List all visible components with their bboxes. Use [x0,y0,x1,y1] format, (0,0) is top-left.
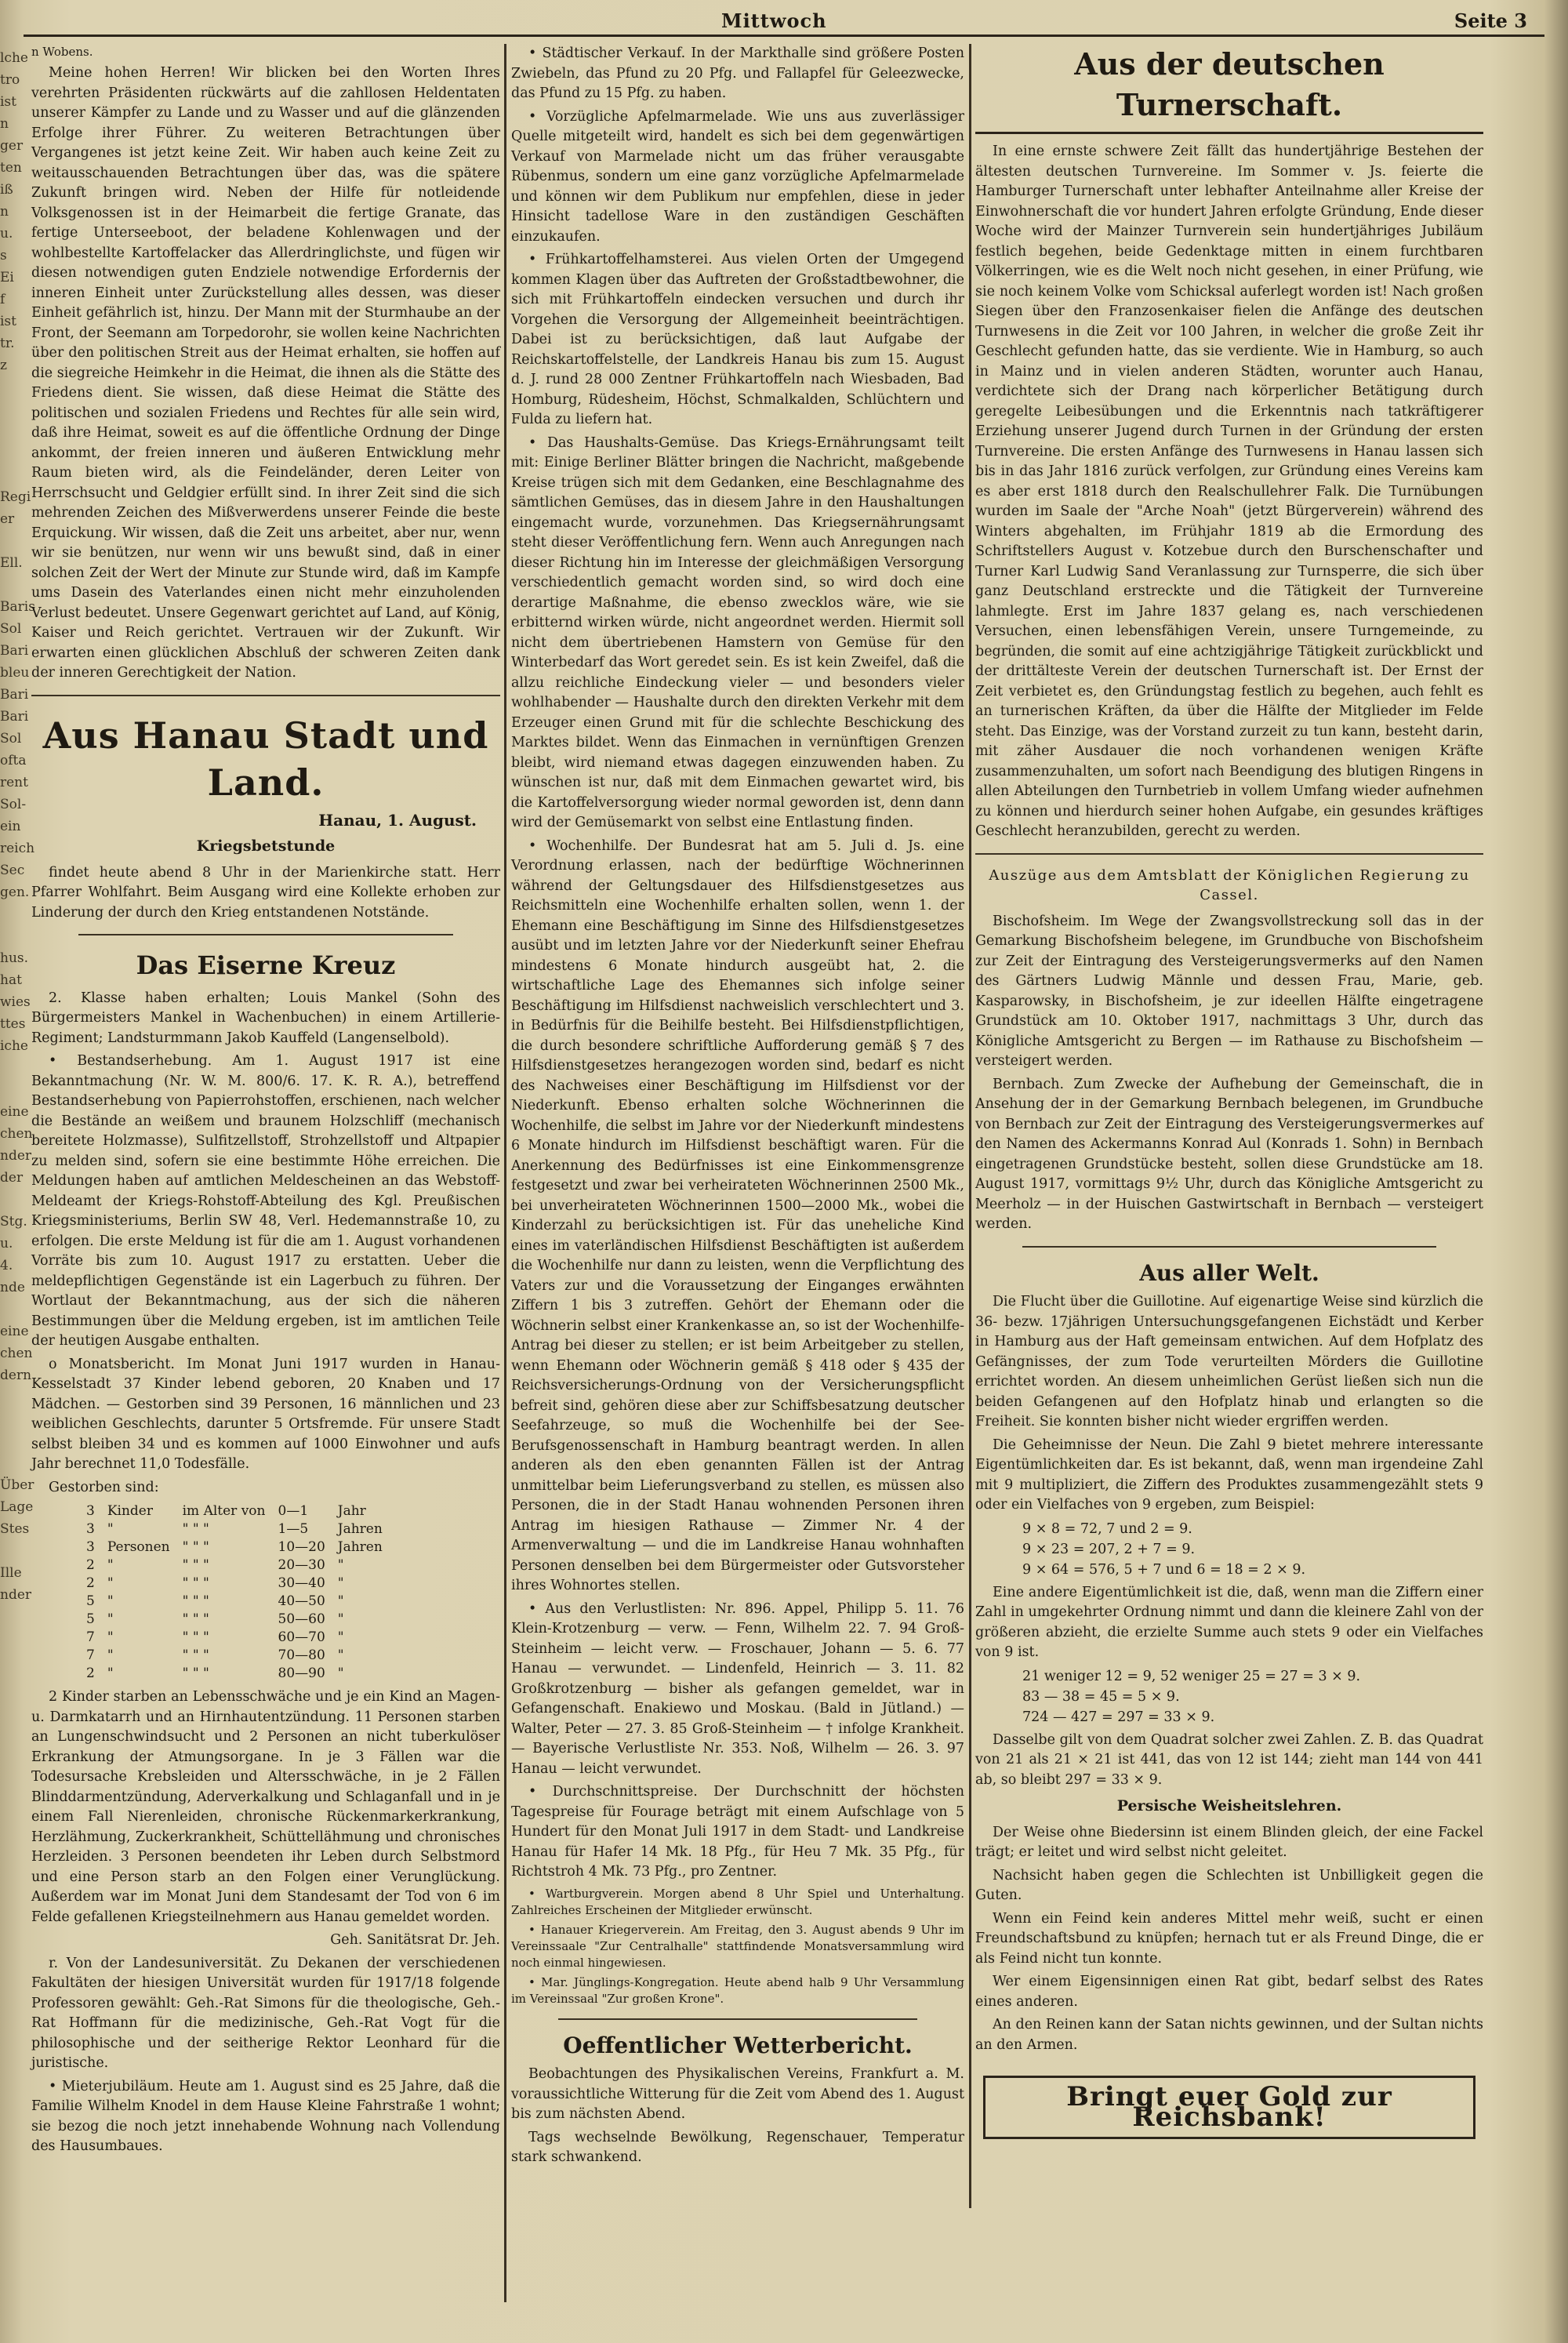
verlustlisten-text: • Aus den Verlustlisten: Nr. 896. Appel, Philipp 5. 11. 76 Klein-Krotzenburg — verw. — Fenn, Wilhelm 22. 7. 94 Groß-Steinheim — leicht verw. — Froschauer, Johann — 5. 6. 77 Hanau — verwundet. — Lindenfeld, Heinrich — 3. 11. 82 Großkrotzenburg — bisher als gefangen gemeldet, war in Gefangenschaft. Enakiewo und Moskau. (Bald in Jütland.) — Walter, Peter — 27. 3. 85 Groß-Steinheim — † infolge Krankheit. — Bayerische Verlustliste Nr. 353. Noß, Wilhelm — 26. 3. 97 Hanau — leicht verwundet. [511,1600,964,1777]
math-example-2 [975,1666,1483,1727]
guillotine-text: Die Flucht über die Guillotine. Auf eigenartige Weise sind kürzlich die 36- bezw. 17jährigen Untersuchungsgefangenen Eichstädt und Kerber in Hamburg aus der Haft gemeinsam entwichen. Auf dem Hofplatz des Gefängnisses, der zum Tode verurteilten Mörders die Guillotine errichtet worden. An diesem unheimlichen Gerüst ließen sich nun die beiden Gefangenen auf den Hofplatz hinab und erlangten so die Freiheit. Sie konnten bisher nicht wieder ergriffen werden. [975,1294,1483,1429]
weisheit-5: An den Reinen kann der Satan nichts gewinnen, und der Sultan nichts an den Armen. [975,2017,1483,2053]
weisheit-1: Der Weise ohne Biedersinn ist einem Blinden gleich, der eine Fackel trägt; er leitet und wird selbst nicht geleitet. [975,1824,1483,1860]
age-cell: Jahr [337,1503,366,1519]
age-cell: 5 [86,1611,95,1627]
edge-fragment: tr. [0,336,15,351]
edge-fragment: Stes [0,1521,30,1537]
edge-fragment: u. [0,226,13,242]
column-1 [31,44,500,2318]
age-cell: " " " [182,1539,209,1555]
age-cell: 10—20 [278,1539,325,1555]
header-page-number: Seite 3 [1454,9,1527,32]
reichsbank-appeal-box: Bringt euer Gold zur Reichsbank! [983,2076,1475,2139]
edge-fragment: Bari [0,643,29,659]
neun-text-2: Eine andere Eigentümlichkeit ist die, daß, wenn man die Ziffern einer Zahl in umgekehrter Ordnung nimmt und dann die kleinere Zahl von der größeren abzieht, die erzielte Summe auch stets 9 oder ein Vielfaches von 9 ist. [975,1584,1483,1660]
age-cell: 30—40 [278,1575,325,1591]
edge-fragment: Stg. [0,1214,27,1230]
age-cell: " [337,1593,344,1609]
age-cell: 1—5 [278,1521,309,1537]
column-3 [975,44,1483,2318]
age-cell: " [337,1575,344,1591]
edge-fragment: reich [0,841,35,856]
wetterbericht-intro: Beobachtungen des Physikalischen Vereins, Frankfurt a. M. voraussichtliche Witterung für die Zeit vom Abend des 1. August bis zum nächsten Abend. [511,2066,964,2122]
edge-fragment [0,1057,24,1079]
age-cell: " [337,1666,344,1681]
edge-fragment [0,1408,24,1430]
edge-fragment: der [0,1170,24,1186]
eiserne-kreuz-text: 2. Klasse haben erhalten; Louis Mankel (Sohn des Bürgermeisters Mankel in Wachenbuchen) in einem Artillerie-Regiment; Landsturmmann Jakob Kauffeld (Langenselbold). [31,990,500,1046]
age-cell: 60—70 [278,1629,325,1645]
edge-fragment: nder [0,1148,32,1164]
age-table [86,1502,395,1683]
age-cell: 3 [86,1539,95,1555]
edge-fragment: iche [0,1038,28,1054]
age-cell: " " " [182,1629,209,1645]
wochenhilfe-text: • Wochenhilfe. Der Bundesrat hat am 5. Juli d. Js. eine Verordnung erlassen, nach der bedürftige Wöchnerinnen während der Geltungsdauer des Hilfsdienstgesetzes aus Reichsmitteln eine Wochenhilfe erhalten sollen, wenn 1. der Ehemann eine Beschäftigung im Sinne des Hilfsdienstgesetzes ausübt und im letzten Jahre vor der Niederkunft seiner Ehefrau mindestens 6 Monate hindurch ausgeübt hat, 2. die wirtschaftliche Lage des Ehemannes sich infolge seiner Beschäftigung im Hilfsdienst nachweislich verschlechtert und 3. in Bedürfnis für die Beihilfe besteht. Bei Hilfsdienstpflichtigen, die durch besondere schriftliche Aufforderung gemäß § 7 des Hilfsdienstgesetzes herangezogen worden sind, bedarf es nicht des Nachweises einer Beschäftigung im Hilfsdienst vor der Niederkunft. Ebenso erhalten solche Wöchnerinnen die Wochenhilfe, die selbst im Jahre vor der Niederkunft mindestens 6 Monate hindurch im Hilfsdienst beschäftigt waren. Für die Anerkennung des Bedürfnisses ist eine Einkommensgrenze festgesetzt und zwar bei verheirateten Wöchnerinnen 2500 Mk., bei unverheirateten Wöchnerinnen 1500—2000 Mk., wobei die Kinderzahl zu berücksichtigen ist. Für das uneheliche Kind eines im vaterländischen Hilfsdienst Beschäftigten ist außerdem die Wochenhilfe nur dann zu leisten, wenn die Verpflichtung des Vaters zur und die Voraussetzung der Einganges erwähnten Ziffern 1 bis 3 zutreffen. Gehört der Ehemann oder die Wöchnerin selbst einer Krankenkasse an, so ist der Wochenhilfe-Antrag bei dieser zu stellen; er ist beim Arbeitgeber zu stellen, wenn Ehemann oder Wöchnerin gemäß § 418 oder § 435 der Reichsversicherungs-Ordnung von der Versicherungspflicht befreit sind, gehören diese aber zur Schiffsbesatzung deutscher Seefahrzeuge, so muß die Wochenhilfe bei der See-Berufsgenossenschaft in Hamburg beantragt werden. In allen anderen als den eben genannten Fällen ist der Antrag unmittelbar beim Lieferungsverband zu stellen, es müssen also Personen, die in der Stadt Hanau wohnenden Personen ihren Antrag im hiesigen Rathause — Zimmer Nr. 4 der Armenverwaltung — und die im Landkreise Hanau wohnhaften Personen denselben bei dem Bürgermeister oder Gutsvorsteher ihres Wohnortes stellen. [511,837,964,1593]
edge-fragment: nde [0,1280,25,1295]
edge-fragment [0,464,24,486]
edge-fragment: hus. [0,950,29,966]
wetterbericht-title: Oeffentlicher Wetterbericht. [563,2032,913,2058]
edge-fragment: s [0,248,7,263]
mieterjubilaeum-text: • Mieterjubiläum. Heute am 1. August sind es 25 Jahre, daß die Familie Wilhelm Knodel in dem Hause Kleine Fahrstraße 1 wohnt; sie bezog die noch jetzt innehabende Wohnung nach Vollendung des Hausumbaues. [31,2078,500,2154]
edge-fragment: f [0,292,5,307]
edge-fragment: wies [0,994,31,1010]
eiserne-kreuz-title: Das Eiserne Kreuz [136,950,396,980]
edge-fragment: nder [0,1587,32,1603]
edge-fragment [0,1189,24,1211]
age-cell: " " " [182,1647,209,1663]
edge-fragment: Sol [0,731,22,746]
landesuniversitaet-text: r. Von der Landesuniversität. Zu Dekanen der verschiedenen Fakultäten der hiesigen Universität wurden für 1917/18 folgende Professoren gewählt: Geh.-Rat Simons für die theologische, Geh.-Rat Hoffmann für die medizinische, Geh.-Rat Vogt für die philosophische und der seitherige Rektor Leonhard für die juristische. [31,1955,500,2071]
neun-text: Die Geheimnisse der Neun. Die Zahl 9 bietet mehrere interessante Eigentümlichkeiten dar. Es ist bekannt, daß, wenn man irgendeine Zahl mit 9 multipliziert, die Ziffern des Produktes zusammengezählt stets 9 oder ein Vielfaches von 9 ergeben, zum Beispiel: [975,1437,1483,1513]
edge-fragment: Baris [0,599,35,615]
edge-fragment [0,398,24,420]
persische-weisheit-title: Persische Weisheitslehren. [1116,1797,1342,1814]
age-row [86,1575,395,1593]
edge-fragment: Ille [0,1565,22,1581]
kriegsbetstunde-text: findet heute abend 8 Uhr in der Marienkirche statt. Herr Pfarrer Wohlfahrt. Beim Ausgang wird eine Kollekte erhoben zur Linderung der durch den Krieg entstandenen Notstände. [31,864,500,921]
age-cell: 40—50 [278,1593,325,1609]
column-rule-1 [504,44,506,2302]
edge-fragment: eine [0,1324,29,1339]
edge-fragment: z [0,358,7,373]
edge-fragment: Sol- [0,797,27,812]
signature: Geh. Sanitätsrat Dr. Jeh. [330,1932,500,1948]
edge-fragment [0,420,24,442]
age-cell: 2 [86,1575,95,1591]
math-line: 21 weniger 12 = 9, 52 weniger 25 = 27 = 3 × 9. [1022,1668,1361,1684]
durchschnittspreise-text: • Durchschnittspreise. Der Durchschnitt der höchsten Tagespreise für Fourage beträgt mit einem Aufschlage von 5 Hundert für den Monat Juli 1917 in dem Stadt- und Landkreise Hanau für Hafer 14 Mk. 18 Pfg., für Heu 7 Mk. 35 Pfg., für Richtstroh 4 Mk. 73 Pfg., pro Zentner. [511,1784,964,1880]
header-rule [24,35,1544,37]
edge-fragment: ger [0,138,24,154]
age-cell: " [337,1611,344,1627]
edge-fragment: lche [0,50,28,66]
edge-fragment: ofta [0,753,27,768]
edge-fragment [0,574,24,596]
age-cell: 80—90 [278,1666,325,1681]
divider [78,934,453,935]
age-cell: 0—1 [278,1503,309,1519]
math-line: 9 × 8 = 72, 7 und 2 = 9. [1022,1520,1192,1537]
edge-fragment: ein [0,819,21,834]
age-cell: " " " [182,1666,209,1681]
edge-fragment [0,376,24,398]
kongregation-text: • Mar. Jünglings-Kongregation. Heute abend halb 9 Uhr Versammlung im Vereinssaal "Zur großen Krone". [511,1974,964,2006]
section-divider [31,695,500,696]
age-cell: 7 [86,1647,95,1663]
edge-fragment [0,530,24,552]
edge-fragment: eine [0,1104,29,1120]
page-header [31,6,1537,33]
age-cell: 3 [86,1521,95,1537]
apfelmarmelade-text: • Vorzügliche Apfelmarmelade. Wie uns aus zuverlässiger Quelle mitgeteilt wird, handelt es sich bei dem gegenwärtigen Verkauf von Marmelade nicht um das früher verausgabte Rübenmus, sondern um eine ganz vorzügliche Apfelmarmelade und können wir dem Publikum nur empfehlen, diese in jeder Hinsicht tadellose Ware in den zuständigen Geschäften einzukaufen. [511,108,964,245]
edge-fragment: ttes [0,1016,26,1032]
fruehkartoffel-text: • Frühkartoffelhamsterei. Aus vielen Orten der Umgegend kommen Klagen über das Auftreten der Großstadtbewohner, die sich mit Frühkartoffeln eindecken versuchen und durch ihr Vorgehen die Versorgung der Allgemeinheit beeinträchtigen. Dabei ist zu berücksichtigen, daß laut Aufgabe der Reichskartoffelstelle, der Landkreis Hanau bis zum 15. August d. J. rund 28 000 Zentner Frühkartoffeln nach Wiesbaden, Bad Homburg, Rüdesheim, Höchst, Schmalkalden, Schlüchtern und Fulda zu liefern hat. [511,252,964,427]
edge-fragment [0,1452,24,1474]
edge-fragment: Über [0,1477,34,1493]
gestorben-label: Gestorben sind: [49,1479,159,1495]
age-cell: " [337,1629,344,1645]
age-row [86,1665,395,1683]
monatsbericht-text: o Monatsbericht. Im Monat Juni 1917 wurden in Hanau-Kesselstadt 37 Kinder lebend geboren, 20 Knaben und 17 Mädchen. — Gestorben sind 39 Personen, 16 männlichen und 23 weiblichen Geschlechts, darunter 5 Ortsfremde. Für unsere Stadt selbst bleiben 34 und es kommen auf 1000 Einwohner und aufs Jahr berechnet 11,0 Todesfälle. [31,1356,500,1472]
age-cell: Jahren [337,1521,383,1537]
age-row [86,1647,395,1665]
age-cell: 5 [86,1593,95,1609]
edge-fragment [0,1079,24,1101]
weisheit-4: Wer einem Eigensinnigen einen Rat gibt, bedarf selbst des Rates eines anderen. [975,1974,1483,2010]
age-row [86,1557,395,1575]
age-cell: " " " [182,1557,209,1573]
column-rule-2 [969,44,971,2208]
column-2 [511,44,964,2279]
age-cell: " " " [182,1593,209,1609]
edge-fragment [0,1386,24,1408]
edge-fragment: ist [0,94,16,110]
kriegsbetstunde-title: Kriegsbetstunde [196,837,336,855]
edge-fragment: u. [0,1236,13,1251]
age-cell: " " " [182,1575,209,1591]
edge-fragment: Bari [0,687,29,703]
wartburgverein-text: • Wartburgverein. Morgen abend 8 Uhr Spiel und Unterhaltung. Zahlreiches Erscheinen der Mitglieder erwünscht. [511,1886,964,1917]
weisheit-2: Nachsicht haben gegen die Schlechten ist Unbilligkeit gegen die Guten. [975,1867,1483,1903]
age-cell: im Alter von [182,1503,266,1519]
turnerschaft-title: Aus der deutschen Turnerschaft. [975,44,1483,134]
age-cell: " " " [182,1611,209,1627]
divider [558,2018,917,2020]
speech-paragraph: Meine hohen Herren! Wir blicken bei den Worten Ihres verehrten Präsidenten rückwärts auf die zahllosen Heldentaten unserer Kämpfer zu Lande und zu Wasser und auf die glänzenden Erfolge ihrer Führer. Zu weiteren Betrachtungen über Vergangenes ist jetzt keine Zeit. Wir haben auch keine Zeit zu weitausschauenden Betrachtungen über das, was die spätere Zukunft bringen wird. Neben der Hilfe für notleidende Volksgenossen ist in der Heimarbeit die fertige Granate, das fertige Unterseeboot, der beladene Kohlenwagen und der wohlbestellte Kartoffelacker das Allerdringlichste, und fügen wir diesen notwendigen guten Endziele notwendige Erfordernis der inneren Einheit unter Zurückstellung alles dessen, was dieser Einheit gefährlich ist, hinzu. Der Mann mit der Sturmhaube an der Front, der Seemann am Torpedorohr, sie wollen keine Nachrichten über den politischen Streit aus der Heimat erhalten, sie hoffen auf die siegreiche Heimkehr in die Heimat, die ihnen als die Stätte des Friedens dient. Sie wissen, daß diese Heimat die Stätte des politischen und sozialen Friedens und Rechtes für alle sein wird, daß ihre Heimat, soweit es auf die öffentliche Ordnung der Dinge ankommt, der freien inneren und äußeren Entwicklung mehr Raum bieten wird, als die Feindeländer, deren Leiter von Herrschsucht und Geldgier erfüllt sind. In ihrer Zeit sind die sich mehrenden Zeichen des Mißverwerdens unserer Feinde die beste Erquickung. Wir wissen, daß die Zeit uns arbeitet, aber nur, wenn wir sie benützen, nur wenn wir uns bewußt sind, daß in einer solchen Zeit der Wert der Minute zur Stunde wird, daß im Kampfe ums Dasein des Vaterlandes einen nicht mehr einzuholenden Verlust bedeutet. Unsere Gegenwart gerichtet auf Land, auf König, Kaiser und Reich gerichtet. Vertrauen wir der Zukunft. Wir erwarten einen glücklichen Abschluß der schweren Zeiten dank der inneren Gerechtigkeit der Nation. [31,65,500,681]
bischofsheim-text: Bischofsheim. Im Wege der Zwangsvollstreckung soll das in der Gemarkung Bischofsheim belegene, im Grundbuche von Bischofsheim zur Zeit der Eintragung des Versteigerungsvermerks auf den Namen des Gärtners Ludwig Männle und dessen Frau, Marie, geb. Kasparowsky, in Bischofsheim, je zur ideellen Hälfte eingetragene Grundstück am 10. Oktober 1917, nachmittags 3 Uhr, durch das Königliche Amtsgericht zu Bergen — im Rathause zu Bischofsheim — versteigert werden. [975,913,1483,1069]
math-line: 9 × 64 = 576, 5 + 7 und 6 = 18 = 2 × 9. [1022,1561,1306,1578]
edge-fragment [0,1299,24,1320]
dateline: Hanau, 1. August. [318,810,477,830]
edge-fragment: dern [0,1368,32,1383]
edge-fragment [0,1430,24,1452]
bernbach-text: Bernbach. Zum Zwecke der Aufhebung der Gemeinschaft, die in Ansehung der in der Gemarkung Bernbach belegenen, im Grundbuche von Bernbach zur Zeit der Eintragung des Versteigerungsvermerkes auf den Namen des Ackermanns Konrad Aul (Konrads 1. Sohn) in Bernbach eingetragenen Grundstücke besteht, sollen diese Grundstücke am 18. August 1917, vormittags 9½ Uhr, durch das Königliche Amtsgericht zu Meerholz — in der Huischen Gastwirtschaft in Bernbach — versteigert werden. [975,1076,1483,1232]
edge-fragment: rent [0,775,28,790]
math-line: 724 — 427 = 297 = 33 × 9. [1022,1709,1215,1725]
age-cell: 2 [86,1557,95,1573]
math-example-1 [975,1519,1483,1580]
continued-label: n Wobens. [31,45,93,59]
kriegerverein-text: • Hanauer Kriegerverein. Am Freitag, den 3. August abends 9 Uhr im Vereinssaale "Zur Centralhalle" stattfindende Monatsversammlung wird noch einmal hingewiesen. [511,1922,964,1970]
age-cell: 70—80 [278,1647,325,1663]
edge-fragment [0,442,24,464]
edge-fragment: n [0,204,9,220]
neun-text-3: Dasselbe gilt von dem Quadrat solcher zwei Zahlen. Z. B. das Quadrat von 21 als 21 × 21 ist 441, das von 12 ist 144; zieht man 144 von 441 ab, so bleibt 297 = 33 × 9. [975,1731,1483,1788]
edge-fragment: Ell. [0,555,23,571]
age-cell: " [107,1521,114,1537]
edge-fragment: Bari [0,709,29,725]
edge-fragment: er [0,511,15,527]
age-cell: " [107,1611,114,1627]
age-cell: " [107,1647,114,1663]
edge-fragment: Sol [0,621,22,637]
haushaltsgemuese-text: • Das Haushalts-Gemüse. Das Kriegs-Ernährungsamt teilt mit: Einige Berliner Blätter bringen die Nachricht, maßgebende Kreise trügen sich mit dem Gedanken, eine Beschlagnahme des sämtlichen Gemüses, das in diesem Jahre in den Haushaltungen eingemacht wurde, vorzunehmen. Das Kriegsernährungsamt steht dieser Veröffentlichung fern. Wenn auch Anregungen nach dieser Richtung hin im Interesse der gleichmäßigen Versorgung verschiedentlich gemacht worden sind, so wird doch eine derartige Maßnahme, die ebenso zwecklos wäre, wie sie erbitternd wirken würde, nicht angeordnet werden. Hiermit soll nicht dem übertriebenen Hamstern von Gemüse für den Winterbedarf das Wort geredet sein. Es ist kein Zweifel, daß die allzu reichliche Eindeckung vieler — und besonders vieler wohlhabender — Haushalte durch den direkten Verkehr mit dem Erzeuger einen Grund mit für die schlechte Beschickung des Marktes bildet. Wenn das Einmachen in vernünftigen Grenzen bleibt, wird niemand etwas dagegen einzuwenden haben. Zu wünschen ist nur, daß mit dem Einmachen gewartet wird, bis die Kartoffelversorgung wieder normal geworden ist, denn dann wird der Gemüsemarkt von selbst eine Entlastung finden. [511,434,964,830]
math-line: 9 × 23 = 207, 2 + 7 = 9. [1022,1541,1196,1557]
header-day: Mittwoch [721,9,827,32]
aus-aller-welt-title: Aus aller Welt. [1139,1259,1319,1286]
edge-fragment: n [0,116,9,132]
age-cell: Personen [107,1539,170,1555]
divider [975,853,1483,855]
edge-fragment: hat [0,972,22,988]
age-cell: 2 [86,1666,95,1681]
wetterbericht-text: Tags wechselnde Bewölkung, Regenschauer, Temperatur stark schwankend. [511,2129,964,2165]
age-cell: " [107,1575,114,1591]
age-row [86,1593,395,1611]
age-cell: " [337,1647,344,1663]
edge-fragment [0,1540,24,1562]
divider [1022,1246,1436,1248]
monatsbericht-continued: 2 Kinder starben an Lebensschwäche und je ein Kind an Magen- u. Darmkatarrh und an Hirnhautentzündung. 11 Personen starben an Lungenschwindsucht und 2 Personen an nicht tuberkulöser Erkrankung der Atmungsorgane. In je 3 Fällen war die Todesursache Krebsleiden und Altersschwäche, in je 2 Fällen Blinddarmentzündung, Aderverkalkung und Schlaganfall und in je einem Fall Nierenleiden, chronische Rückenmarkerkrankung, Herzlähmung, Zuckerkrankheit, Schüttellähmung und chronisches Herzleiden. 3 Personen beendeten ihr Leben durch Selbstmord und eine Person starb an den Folgen einer Verunglückung. Außerdem war im Monat Juni dem Standesamt der Tod von 6 im Felde gefallenen Kriegsteilnehmern aus Hanau gemeldet worden. [31,1689,500,1925]
age-cell: 7 [86,1629,95,1645]
edge-fragment: ten [0,160,22,176]
adjacent-page-edge [0,47,35,2343]
age-cell: " [337,1557,344,1573]
age-cell: Kinder [107,1503,153,1519]
edge-fragment [0,925,24,947]
age-row [86,1538,395,1557]
weisheit-3: Wenn ein Feind kein anderes Mittel mehr weiß, sucht er einen Freundschaftsbund zu knüpfen; hernach tut er als Freund Dinge, die er als Feind nicht tun konnte. [975,1910,1483,1967]
edge-fragment: gen. [0,885,30,900]
age-cell: " [107,1557,114,1573]
age-cell: " [107,1666,114,1681]
edge-fragment: Sec [0,863,25,878]
verkauf-text: • Städtischer Verkauf. In der Markthalle sind größere Posten Zwiebeln, das Pfund zu 20 Pfg. und Fallapfel für Geleezwecke, das Pfund zu 15 Pfg. zu haben. [511,45,964,101]
age-cell: " [107,1629,114,1645]
age-cell: 3 [86,1503,95,1519]
edge-fragment: iß [0,182,13,198]
edge-fragment: tro [0,72,20,88]
edge-fragment: bleu [0,665,30,681]
age-row [86,1502,395,1520]
edge-fragment: chen [0,1346,33,1361]
age-row [86,1611,395,1629]
age-cell: " [107,1593,114,1609]
amtsblatt-title: Auszüge aus dem Amtsblatt der Königlichen Regierung zu Cassel. [989,866,1470,903]
age-row [86,1520,395,1538]
edge-fragment: Ei [0,270,14,285]
edge-fragment: ist [0,314,16,329]
turnerschaft-text: In eine ernste schwere Zeit fällt das hundertjährige Bestehen der ältesten deutschen Turnvereine. Im Sommer v. Js. feierte die Hamburger Turnerschaft unter lebhafter Anteilnahme aller Kreise der Einwohnerschaft die vor hundert Jahren erfolgte Gründung, Ende dieser Woche wird der Mainzer Turnverein sein hundertjähriges Jubiläum festlich begehen, beide Gedenktage mitten in einem furchtbaren Völkerringen, wie es die Welt noch nicht gesehen, in einer Prüfung, wie sie noch keinem Volke vom Schicksal auferlegt worden ist! Nach großen Siegen über den Franzosenkaiser fielen die Anfänge des deutschen Turnwesens in die Zeit vor 100 Jahren, in welcher die große Zeit ihr Geschlecht gefunden hatte, das sie verdiente. Wie in Hamburg, so auch in Mainz und in vielen anderen Städten, worunter auch Hanau, verdichtete sich der Drang nach körperlicher Betätigung durch geregelte Leibesübungen und die Erkenntnis nach tatkräftigerer Erziehung unserer Jugend durch Turnen in der Gründung der ersten Turnvereine. Die ersten Anfänge des Turnwesens in Hanau lassen sich bis in das Jahr 1816 zurück verfolgen, zur Gründung eines Vereins kam es aber erst 1818 durch den Realschullehrer Falk. Die Turnübungen wurden im Saale der "Arche Noah" (jetzt Bürgerverein) während des Winters abgehalten, im Frühjahr 1819 ab die Ermordung des Schriftstellers August v. Kotzebue durch den Burschenschafter und Turner Karl Ludwig Sand Veranlassung zur Turnsperre, die sich über ganz Deutschland erstreckte und die Tätigkeit der Turnvereine lahmlegte. Erst im Jahre 1837 gelang es, nach verschiedenen Versuchen, einen lebensfähigen Verein, unsere Turngemeinde, zu begründen, die somit auf eine achtzigjährige Tätigkeit zurückblickt und der drittälteste Verein der deutschen Turnerschaft ist. Der Ernst der Zeit verbietet es, den Gründungstag festlich zu begehen, auch fehlt es an turnerischen Kräften, da über die Hälfte der Mitglieder im Felde steht. Das Einzige, was der Vorstand zurzeit zu tun kann, besteht darin, mit zäher Ausdauer die noch vorhandenen wenigen Kräfte zusammenzuhalten, um sofort nach Beendigung des blutigen Ringens in allen Abteilungen den Turnbetrieb in vollem Umfang wieder aufnehmen zu können und hierdurch seiner hohen Aufgabe, ein gesundes kräftiges Geschlecht heranzubilden, gerecht zu werden. [975,143,1483,839]
edge-fragment [0,903,24,925]
math-line: 83 — 38 = 45 = 5 × 9. [1022,1688,1180,1705]
bestandserhebung-text: • Bestandserhebung. Am 1. August 1917 ist eine Bekanntmachung (Nr. W. M. 800/6. 17. K. R. A.), betreffend Bestandserhebung von Papierrohstoffen, erschienen, nach welcher die Bestände an weißem und braunem Holzschliff (mechanisch bereitete Holzmasse), Sulfitzellstoff, Strohzellstoff und Altpapier zu melden sind, sofern sie eine bestimmte Höhe erreichen. Die Meldungen haben auf amtlichen Meldescheinen an das Webstoff-Meldeamt der Kriegs-Rohstoff-Abteilung des Kgl. Preußischen Kriegsministeriums, Berlin SW 48, Verl. Hedemannstraße 10, zu erfolgen. Die erste Meldung ist für die am 1. August vorhandenen Vorräte bis zum 10. August 1917 zu erstatten. Ueber die meldepflichtigen Gegenstände ist ein Lagerbuch zu führen. Der Wortlaut der Bekanntmachung, aus der sich die näheren Bestimmungen über die Meldung ergeben, ist im amtlichen Teile der heutigen Ausgabe enthalten. [31,1053,500,1349]
edge-fragment: Lage [0,1499,34,1515]
edge-fragment: Regi [0,489,31,505]
age-cell: 20—30 [278,1557,325,1573]
age-row [86,1629,395,1647]
age-cell: 50—60 [278,1611,325,1627]
section-headline-hanau: Aus Hanau Stadt und Land. [42,714,489,804]
age-cell: " " " [182,1521,209,1537]
edge-fragment: 4. [0,1258,13,1273]
age-cell: Jahren [337,1539,383,1555]
edge-fragment: chen [0,1126,33,1142]
